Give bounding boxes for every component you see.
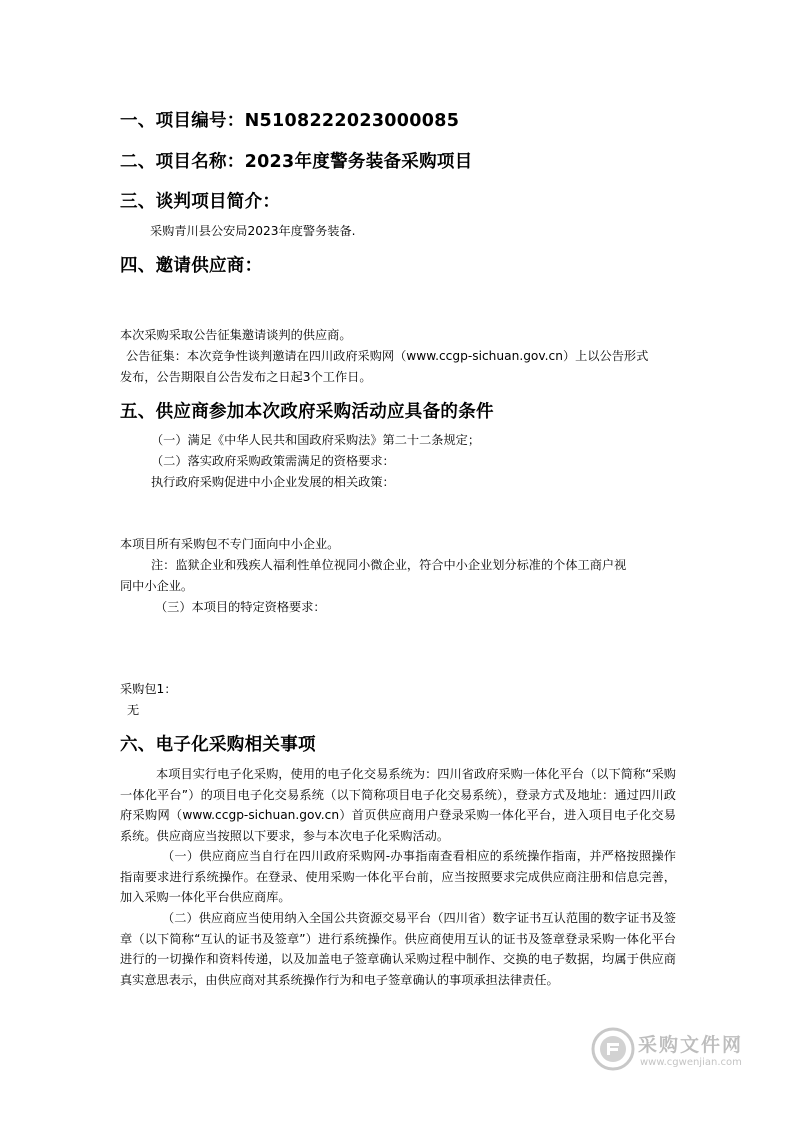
section-5-item: 执行政府采购促进中小企业发展的相关政策：: [151, 475, 395, 489]
section-5-item: （三）本项目的特定资格要求：: [155, 600, 326, 614]
section-6-paragraph: 本项目实行电子化采购，使用的电子化交易系统为：四川省政府采购一体化平台（以下简称“采购一体化平台”）的项目电子化交易系统（以下简称项目电子化交易系统），登录方式及地址：通过四川政府采购网（www.ccgp-sichuan.gov.cn）首页供应商用户登录采购一体化平台，进入项目电子化交易系统。供应商应当按照以下要求，参与本次电子化采购活动。: [120, 767, 676, 843]
watermark-logo-icon: [590, 1026, 636, 1072]
watermark: [590, 1026, 775, 1078]
section-5-package-value: 无: [127, 703, 140, 717]
section-6-heading: 六、电子化采购相关事项: [120, 735, 316, 755]
section-3-body: 采购青川县公安局2023年度警务装备.: [150, 224, 356, 238]
section-5-heading: 五、供应商参加本次政府采购活动应具备的条件: [120, 402, 494, 422]
watermark-title: 采购文件网: [638, 1034, 744, 1056]
section-4-line: 发布，公告期限自公告发布之日起3个工作日。: [120, 370, 372, 384]
section-5-sme: 本项目所有采购包不专门面向中小企业。: [120, 537, 340, 551]
section-5-package: 采购包1：: [120, 682, 177, 696]
section-4-line: 本次采购采取公告征集邀请谈判的供应商。: [120, 328, 352, 342]
section-5-note: 同中小企业。: [120, 579, 194, 593]
section-5-note: 注：监狱企业和残疾人福利性单位视同小微企业，符合中小企业划分标准的个体工商户视: [151, 558, 627, 572]
section-5-item: （一）满足《中华人民共和国政府采购法》第二十二条规定；: [151, 433, 481, 447]
section-4-line: 公告征集：本次竞争性谈判邀请在四川政府采购网（www.ccgp-sichuan.gov.cn）上以公告形式: [126, 349, 649, 363]
section-2-heading: 二、项目名称：2023年度警务装备采购项目: [120, 152, 473, 172]
section-5-item: （二）落实政府采购政策需满足的资格要求：: [151, 454, 395, 468]
section-1-heading: 一、项目编号：N5108222023000085: [120, 111, 460, 131]
section-4-heading: 四、邀请供应商：: [120, 256, 263, 276]
section-6-paragraph: （一）供应商应当自行在四川政府采购网-办事指南查看相应的系统操作指南，并严格按照操作指南要求进行系统操作。在登录、使用采购一体化平台前，应当按照要求完成供应商注册和信息完善，加入采购一体化平台供应商库。: [120, 849, 676, 904]
section-3-heading: 三、谈判项目简介：: [120, 192, 281, 212]
section-6-paragraph: （二）供应商应当使用纳入全国公共资源交易平台（四川省）数字证书互认范围的数字证书及签章（以下简称“互认的证书及签章”）进行系统操作。供应商使用互认的证书及签章登录采购一体化平台进行的一切操作和资料传递，以及加盖电子签章确认采购过程中制作、交换的电子数据，均属于供应商真实意思表示，由供应商对其系统操作行为和电子签章确认的事项承担法律责任。: [120, 911, 676, 987]
watermark-url: www.cgwenjian.com: [640, 1057, 742, 1068]
